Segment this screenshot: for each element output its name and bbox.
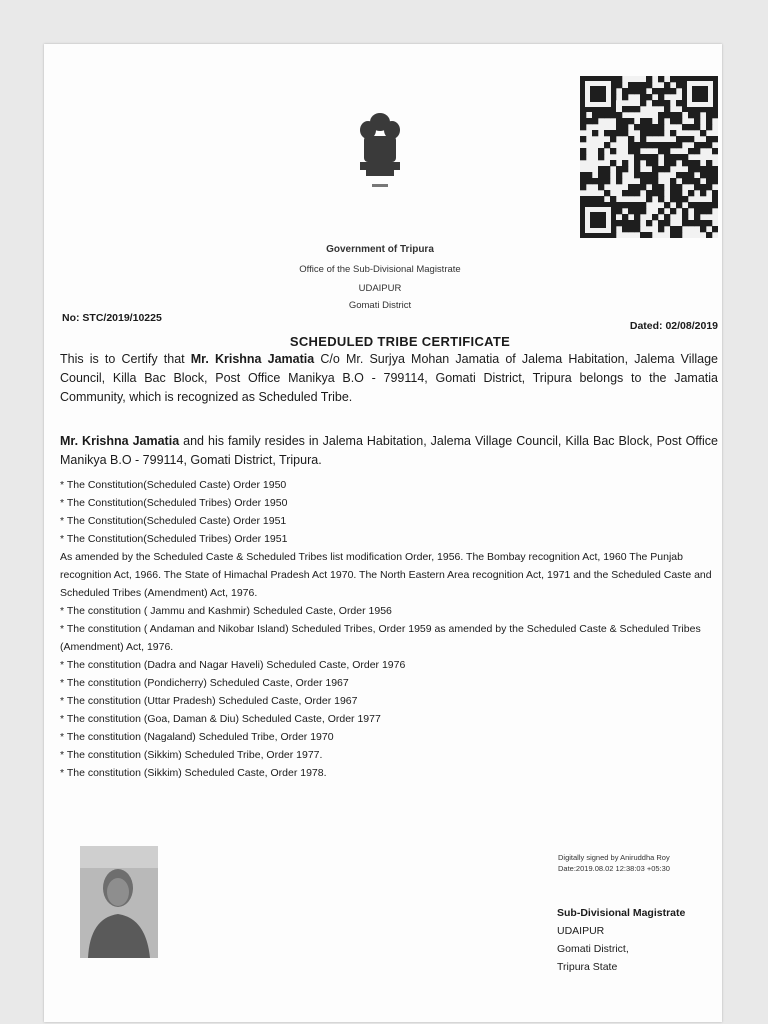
digital-signature-date: Date:2019.08.02 12:38:03 +05:30	[558, 864, 670, 873]
district-heading: Gomati District	[348, 300, 412, 311]
order-item: * The constitution ( Andaman and Nikobar Island) Scheduled Tribes, Order 1959 as amended by the Scheduled Caste & Scheduled Tribes (Amendment) Act, 1976.	[60, 623, 701, 653]
residence-paragraph	[60, 432, 718, 470]
order-item: * The Constitution(Scheduled Caste) Order 1950	[60, 479, 287, 491]
signatory-place: UDAIPUR	[557, 925, 605, 937]
order-item: * The constitution (Sikkim) Scheduled Caste, Order 1978.	[60, 767, 327, 779]
office-heading: Office of the Sub-Divisional Magistrate	[299, 264, 461, 275]
government-heading: Government of Tripura	[326, 244, 434, 255]
order-item: * The constitution (Goa, Daman & Diu) Scheduled Caste, Order 1977	[60, 713, 381, 725]
digital-signature	[558, 852, 670, 874]
digital-signature-signer: Digitally signed by Aniruddha Roy	[558, 853, 670, 862]
para2-rest: and his family resides in Jalema Habitation, Jalema Village Council, Killa Bac Block, Post Office Manikya B.O - 799114, Gomati District, Tripura.	[60, 434, 718, 467]
order-item: * The constitution ( Jammu and Kashmir) Scheduled Caste, Order 1956	[60, 605, 392, 617]
order-item: * The constitution (Dadra and Nagar Haveli) Scheduled Caste, Order 1976	[60, 659, 406, 671]
certificate-date: Dated: 02/08/2019	[629, 320, 718, 332]
certificate-title: SCHEDULED TRIBE CERTIFICATE	[289, 334, 511, 349]
order-item: * The Constitution(Scheduled Caste) Order 1951	[60, 515, 287, 527]
holder-name: Mr. Krishna Jamatia	[190, 352, 315, 366]
order-item: * The Constitution(Scheduled Tribes) Order 1951	[60, 533, 288, 545]
holder-photo	[80, 846, 158, 958]
orders-list	[60, 476, 720, 782]
signatory-district: Gomati District,	[557, 943, 629, 955]
place-heading: UDAIPUR	[358, 283, 402, 294]
signatory-block	[557, 904, 685, 976]
para1-prefix: This is to Certify that	[60, 352, 191, 366]
order-item: * The Constitution(Scheduled Tribes) Order 1950	[60, 497, 288, 509]
order-item: * The constitution (Nagaland) Scheduled Tribe, Order 1970	[60, 731, 334, 743]
qr-code	[580, 76, 718, 238]
signatory-state: Tripura State	[557, 961, 618, 973]
certification-paragraph	[60, 350, 718, 407]
order-item: * The constitution (Uttar Pradesh) Scheduled Caste, Order 1967	[60, 695, 358, 707]
order-item: As amended by the Scheduled Caste & Scheduled Tribes list modification Order, 1956. The Bombay recognition Act, 1960 The Punjab recognition Act, 1966. The State of Himachal Pradesh Act 1970. The North Eastern Area recognition Act, 1971 and the Scheduled Caste and Scheduled Tribes (Amendment) Act, 1976.	[60, 551, 712, 599]
signatory-title: Sub-Divisional Magistrate	[557, 907, 686, 919]
order-item: * The constitution (Pondicherry) Scheduled Caste, Order 1967	[60, 677, 349, 689]
holder-name-2: Mr. Krishna Jamatia	[60, 434, 180, 448]
national-emblem-icon	[350, 110, 410, 192]
certificate-number: No: STC/2019/10225	[62, 312, 162, 324]
para1-rest: C/o Mr. Surjya Mohan Jamatia of Jalema Habitation, Jalema Village Council, Killa Bac Block, Post Office Manikya B.O - 799114, Gomati District, Tripura belongs to the Jamatia Community, which is recognized as Scheduled Tribe.	[60, 352, 718, 404]
order-item: * The constitution (Sikkim) Scheduled Tribe, Order 1977.	[60, 749, 323, 761]
